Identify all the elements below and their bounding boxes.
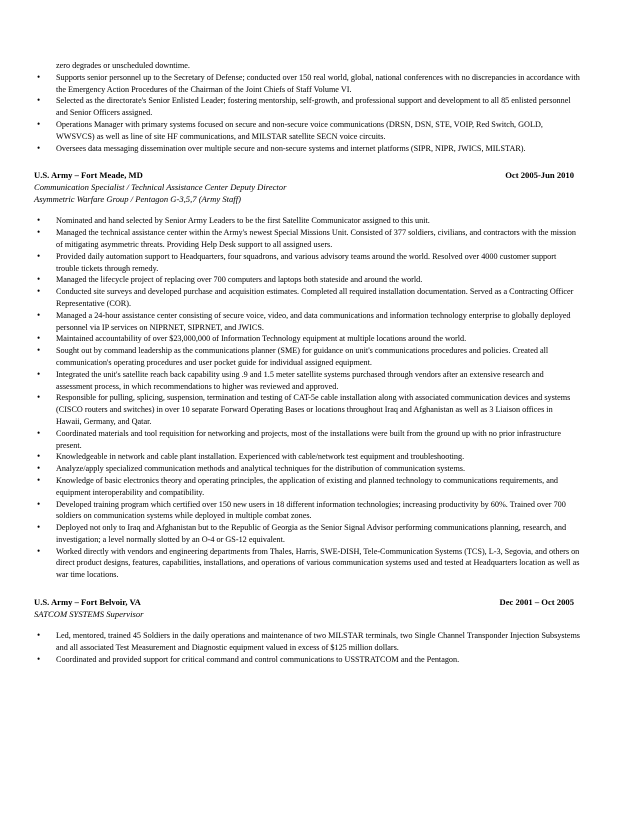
job-bullet-list xyxy=(34,630,580,665)
job-header xyxy=(34,169,580,181)
job-bullet-list xyxy=(34,215,580,581)
list-item: • Knowledgeable in network and cable plant installation. Experienced with cable/network test equipment and troubleshooting. xyxy=(34,451,580,463)
list-item: • Coordinated materials and tool requisition for networking and projects, most of the installations were built from the ground up with no prior infrastructure present. xyxy=(34,428,580,452)
list-item: • Sought out by command leadership as the communications planner (SME) for guidance on unit's communications procedures and policies. Created all communication's operating procedures and user pocket guide for individual assigned equipment. xyxy=(34,345,580,369)
list-item: • Coordinated and provided support for critical command and control communications to USSTRATCOM and the Pentagon. xyxy=(34,654,580,666)
job-title: Communication Specialist / Technical Assistance Center Deputy Director xyxy=(34,182,287,193)
list-item: • Maintained accountability of over $23,000,000 of Information Technology equipment at multiple locations around the world. xyxy=(34,333,580,345)
list-item: • Conducted site surveys and developed purchase and acquisition estimates. Completed all required installation documentation. Served as a Contracting Officer Representative (COR). xyxy=(34,286,580,310)
job-title: SATCOM SYSTEMS Supervisor xyxy=(34,609,144,620)
list-item: • Developed training program which certified over 150 new users in 18 different information technologies; increasing productivity by 60%. Trained over 700 soldiers on communication systems while deployed in multiple combat zones. xyxy=(34,499,580,523)
list-item: • Deployed not only to Iraq and Afghanistan but to the Republic of Georgia as the Senior Signal Advisor performing communications planning, research, and investigation; a level normally slotted by an O-4 or GS-12 equivalent. xyxy=(34,522,580,546)
intro-continuation: zero degrades or unscheduled downtime. xyxy=(56,61,190,70)
list-item: • Analyze/apply specialized communication methods and analytical techniques for the distribution of communication systems. xyxy=(34,463,580,475)
list-item: • Managed the technical assistance center within the Army's newest Special Missions Unit. Consisted of 377 soldiers, civilians, and contractors with the mission of mitigating asymmetric threats. Providing Help Desk support to all assigned users. xyxy=(34,227,580,251)
list-item: • Worked directly with vendors and engineering departments from Thales, Harris, SWE-DISH, Tele-Communication Systems (TCS), L-3, Segovia, and others on direct product designs, features, capabilities, installations, and operations of various communication systems used and tested at Headquarters location as well as war time locations. xyxy=(34,546,580,581)
list-item: • Knowledge of basic electronics theory and operating principles, the application of existing and planned technology to communications requirements, and equipment interoperability and compatibility. xyxy=(34,475,580,499)
job-header xyxy=(34,596,580,608)
job-organization: U.S. Army – Fort Belvoir, VA xyxy=(34,597,141,608)
list-item: • Oversees data messaging dissemination over multiple secure and non-secure systems and internet platforms (SIPR, NIPR, JWICS, MILSTAR). xyxy=(34,143,580,155)
job-organization: U.S. Army – Fort Meade, MD xyxy=(34,170,143,181)
list-item: • Responsible for pulling, splicing, suspension, termination and testing of CAT-5e cable installation along with associated communication devices and systems (CISCO routers and switches) in over 10 separate Forward Operating Bases or locations throughout Iraq and Afghanistan as well as 3 Liaison offices in Hawaii, Germany, and Qatar. xyxy=(34,392,580,427)
job-dates: Oct 2005-Jun 2010 xyxy=(505,170,574,181)
list-item: • Integrated the unit's satellite reach back capability using .9 and 1.5 meter satellite systems purchased through vendors after an extensive research and assessment process, in which recommendations to higher was reviewed and approved. xyxy=(34,369,580,393)
job-dates: Dec 2001 – Oct 2005 xyxy=(499,597,574,608)
list-item: • Nominated and hand selected by Senior Army Leaders to be the first Satellite Communicator assigned to this unit. xyxy=(34,215,580,227)
list-item: • Supports senior personnel up to the Secretary of Defense; conducted over 150 real world, global, national conferences with no discrepancies in accordance with the Emergency Action Procedures of the Chairman of the Joint Chiefs of Staff Volume VI. xyxy=(34,72,580,96)
list-item: • Managed a 24-hour assistance center consisting of secure voice, video, and data communications and information technology enterprise to globally deployed personnel via IP services on NIPRNET, SIPRNET, and JWICS. xyxy=(34,310,580,334)
list-item: • Selected as the directorate's Senior Enlisted Leader; fostering mentorship, self-growth, and professional support and development to all 85 enlisted personnel and Senior Officers assigned. xyxy=(34,95,580,119)
list-item: • Operations Manager with primary systems focused on secure and non-secure voice communications (DRSN, DSN, STE, VOIP, Red Switch, GOLD, WWSVCS) as well as line of site HF communications, and MILSTAR satellite SECN voice circuits. xyxy=(34,119,580,143)
list-item: • Led, mentored, trained 45 Soldiers in the daily operations and maintenance of two MILSTAR terminals, two Single Channel Transponder Injection Subsystems and all associated Test Measurement and Diagnostic equipment valued in excess of $125 million dollars. xyxy=(34,630,580,654)
list-item: • Managed the lifecycle project of replacing over 700 computers and laptops both stateside and around the world. xyxy=(34,274,580,286)
job-section-fort-belvoir xyxy=(34,596,580,665)
intro-bullet-list xyxy=(34,72,580,155)
job-section-fort-meade xyxy=(34,169,580,581)
list-item: • Provided daily automation support to Headquarters, four squadrons, and various advisory teams around the world. Resolved over 4000 customer support trouble tickets through remedy. xyxy=(34,251,580,275)
job-title: Asymmetric Warfare Group / Pentagon G-3,5,7 (Army Staff) xyxy=(34,194,241,205)
